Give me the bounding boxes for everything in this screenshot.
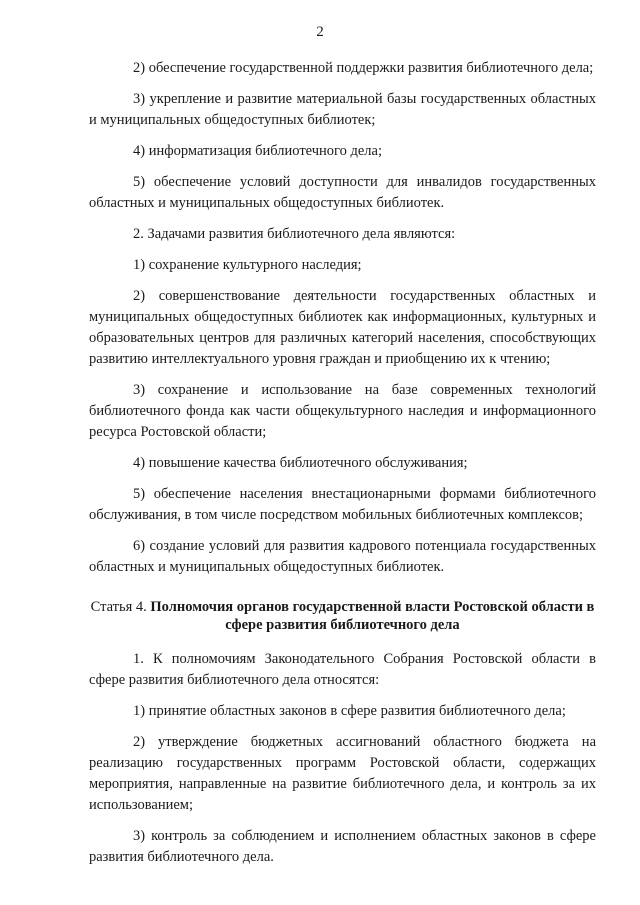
- paragraph: 5) обеспечение населения внестационарными формами библиотечного обслуживания, в том числе посредством мобильных библиотечных комплексов;: [89, 486, 596, 523]
- paragraph: 3) укрепление и развитие материальной базы государственных областных и муниципальных общедоступных библиотек;: [89, 91, 596, 128]
- paragraph: 3) контроль за соблюдением и исполнением областных законов в сфере развития библиотечного дела.: [89, 828, 596, 865]
- page-number: 2: [316, 24, 324, 40]
- paragraph: 1. К полномочиям Законодательного Собрания Ростовской области в сфере развития библиотечного дела относятся:: [89, 651, 596, 688]
- article-label: Статья 4.: [90, 599, 147, 615]
- paragraph: 2. Задачами развития библиотечного дела являются:: [133, 226, 456, 242]
- paragraph: 1) сохранение культурного наследия;: [133, 257, 362, 273]
- paragraph: 4) повышение качества библиотечного обслуживания;: [133, 455, 468, 471]
- article-title: Полномочия органов государственной власти Ростовской области в сфере развития библиотечного дела: [150, 599, 595, 633]
- paragraph: 2) обеспечение государственной поддержки развития библиотечного дела;: [133, 60, 594, 76]
- article-heading: [89, 598, 596, 634]
- paragraph: 6) создание условий для развития кадрового потенциала государственных областных и муниципальных общедоступных библиотек.: [89, 538, 596, 575]
- paragraph: 3) сохранение и использование на базе современных технологий библиотечного фонда как части общекультурного наследия и информационного ресурса Ростовской области;: [89, 382, 596, 440]
- paragraph: 2) утверждение бюджетных ассигнований областного бюджета на реализацию государственных программ Ростовской области, содержащих мероприятия, направленные на развитие библиотечного дела, и контроль за их использованием;: [89, 734, 596, 813]
- paragraph: 4) информатизация библиотечного дела;: [133, 143, 383, 159]
- paragraph: 1) принятие областных законов в сфере развития библиотечного дела;: [133, 703, 566, 719]
- document-body: [89, 58, 596, 878]
- paragraph: 2) совершенствование деятельности государственных областных и муниципальных общедоступных библиотек как информационных, культурных и образовательных центров для различных категорий населения, способствующих развитию интеллектуального уровня граждан и приобщению их к чтению;: [89, 288, 596, 367]
- paragraph: 5) обеспечение условий доступности для инвалидов государственных областных и муниципальных общедоступных библиотек.: [89, 174, 596, 211]
